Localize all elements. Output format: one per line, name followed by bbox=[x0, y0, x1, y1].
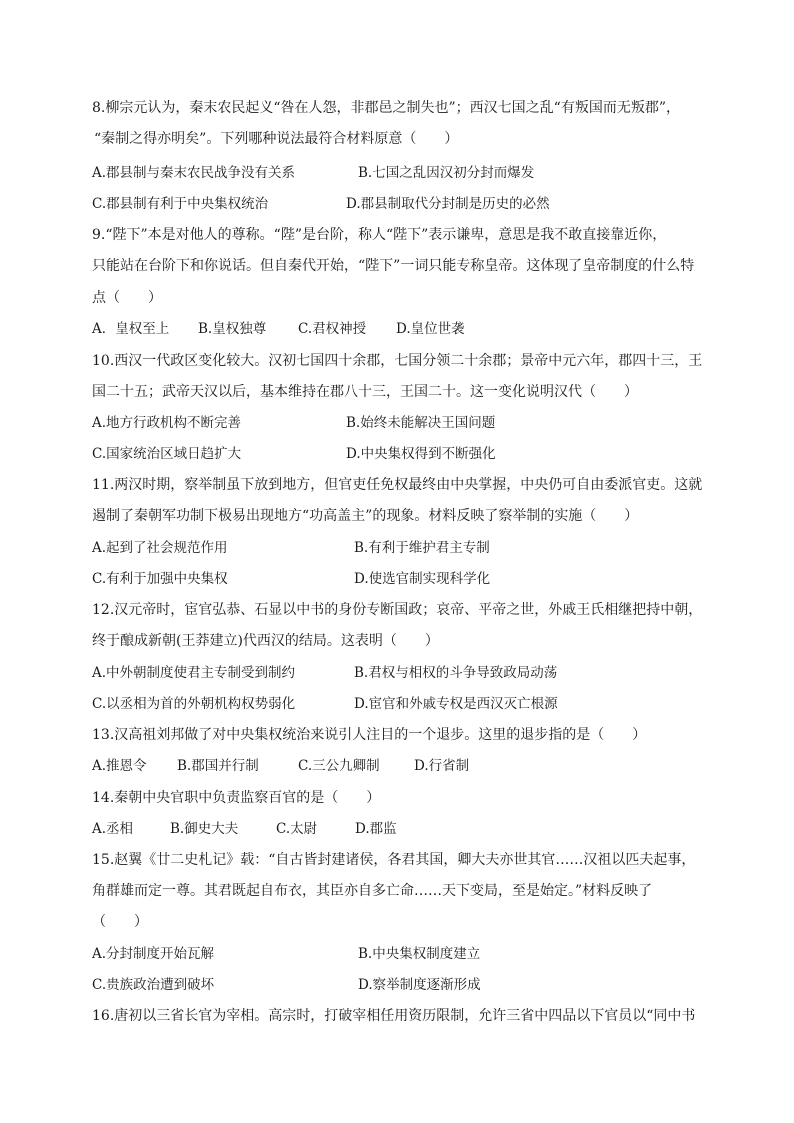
question-12-option-b[interactable]: B.君权与相权的斗争导致政局动荡 bbox=[354, 665, 558, 681]
question-9-stem-line-2: 只能站在台阶下和你说话。但自秦代开始，“陛下”一词只能专称皇帝。这体现了皇帝制度的什么特 bbox=[92, 258, 695, 274]
question-10-option-a[interactable]: A.地方行政机构不断完善 bbox=[92, 415, 242, 431]
question-11-stem-line-1: 11.两汉时期，察举制虽下放到地方，但官吏任免权最终由中央掌握，中央仍可自由委派官吏。这就 bbox=[92, 477, 703, 493]
question-10-option-d[interactable]: D.中央集权得到不断强化 bbox=[346, 446, 496, 462]
question-15-stem-line-3: （ ） bbox=[92, 914, 148, 930]
question-12-stem-line-1: 12.汉元帝时，宦官弘恭、石显以中书的身份专断国政；哀帝、平帝之世，外戚王氏相继把持中朝， bbox=[92, 602, 703, 618]
question-15-option-b[interactable]: B.中央集权制度建立 bbox=[358, 946, 481, 962]
question-13-option-b[interactable]: B.郡国并行制 bbox=[177, 758, 259, 774]
question-15-option-c[interactable]: C.贵族政治遭到破坏 bbox=[92, 977, 215, 993]
question-15-stem-line-2: 角群雄而定一尊。其君既起自布衣，其臣亦自多亡命……天下变局，至是始定。”材料反映了 bbox=[92, 883, 653, 899]
question-16-stem-line-1: 16.唐初以三省长官为宰相。高宗时，打破宰相任用资历限制，允许三省中四品以下官员以“同中书 bbox=[92, 1008, 696, 1024]
question-15-option-d[interactable]: D.察举制度逐渐形成 bbox=[358, 977, 481, 993]
question-8-option-a[interactable]: A.郡县制与秦末农民战争没有关系 bbox=[92, 165, 296, 181]
question-11-option-c[interactable]: C.有利于加强中央集权 bbox=[92, 571, 228, 587]
question-14-option-b[interactable]: B.御史大夫 bbox=[170, 821, 239, 837]
question-11-stem-line-2: 遏制了秦朝军功制下极易出现地方“功高盖主”的现象。材料反映了察举制的实施（ ） bbox=[92, 508, 639, 524]
question-12-option-a[interactable]: A.中外朝制度使君主专制受到制约 bbox=[92, 665, 296, 681]
question-14-option-d[interactable]: D.郡监 bbox=[355, 821, 397, 837]
question-12-stem-line-2: 终于酿成新朝(王莽建立)代西汉的结局。这表明（ ） bbox=[92, 633, 439, 649]
question-9-option-c[interactable]: C.君权神授 bbox=[298, 321, 367, 337]
question-8-option-b[interactable]: B.七国之乱因汉初分封而爆发 bbox=[358, 165, 535, 181]
question-13-option-a[interactable]: A.推恩令 bbox=[92, 758, 147, 774]
question-15-stem-line-1: 15.赵翼《廿二史札记》载：“自古皆封建诸侯，各君其国，卿大夫亦世其官……汉祖以匹夫起事， bbox=[92, 852, 696, 868]
question-14-option-a[interactable]: A.丞相 bbox=[92, 821, 134, 837]
question-13-option-d[interactable]: D.行省制 bbox=[414, 758, 470, 774]
question-14-option-c[interactable]: C.太尉 bbox=[276, 821, 318, 837]
question-15-option-a[interactable]: A.分封制度开始瓦解 bbox=[92, 946, 215, 962]
question-13-option-c[interactable]: C.三公九卿制 bbox=[298, 758, 380, 774]
question-10-stem-line-1: 10.西汉一代政区变化较大。汉初七国四十余郡，七国分领二十余郡；景帝中元六年，郡四十三，王 bbox=[92, 353, 703, 369]
question-12-option-d[interactable]: D.宦官和外戚专权是西汉灭亡根源 bbox=[354, 696, 558, 712]
question-8-option-d[interactable]: D.郡县制取代分封制是历史的必然 bbox=[346, 196, 550, 212]
question-9-option-d[interactable]: D.皇位世袭 bbox=[396, 321, 465, 337]
question-13-stem-line-1: 13.汉高祖刘邦做了对中央集权统治来说引人注目的一个退步。这里的退步指的是（ ） bbox=[92, 727, 647, 743]
question-8-stem-line-1: 8.柳宗元认为，秦末农民起义“咎在人怨，非郡邑之制失也”；西汉七国之乱“有叛国而无叛郡”， bbox=[92, 100, 680, 116]
question-10-option-c[interactable]: C.国家统治区域日趋扩大 bbox=[92, 446, 242, 462]
question-11-option-d[interactable]: D.使选官制实现科学化 bbox=[354, 571, 491, 587]
question-10-option-b[interactable]: B.始终未能解决王国问题 bbox=[346, 415, 496, 431]
question-8-option-c[interactable]: C.郡县制有利于中央集权统治 bbox=[92, 196, 269, 212]
question-10-stem-line-2: 国二十五；武帝天汉以后，基本维持在郡八十三，王国二十。这一变化说明汉代（ ） bbox=[92, 384, 638, 400]
question-9-stem-line-3: 点（ ） bbox=[92, 290, 162, 306]
question-11-option-a[interactable]: A.起到了社会规范作用 bbox=[92, 540, 228, 556]
question-11-option-b[interactable]: B.有利于维护君主专制 bbox=[354, 540, 490, 556]
question-14-stem-line-1: 14.秦朝中央官职中负责监察百官的是（ ） bbox=[92, 790, 381, 806]
question-12-option-c[interactable]: C.以丞相为首的外朝机构权势弱化 bbox=[92, 696, 296, 712]
question-9-option-b[interactable]: B.皇权独尊 bbox=[198, 321, 267, 337]
question-9-option-a[interactable]: A．皇权至上 bbox=[92, 321, 170, 337]
question-9-stem-line-1: 9.“陛下”本是对他人的尊称。“陛”是台阶，称人“陛下”表示谦卑，意思是我不敢直接靠近你， bbox=[92, 227, 667, 243]
question-8-stem-line-2: “秦制之得亦明矣”。下列哪种说法最符合材料原意（ ） bbox=[94, 131, 459, 147]
